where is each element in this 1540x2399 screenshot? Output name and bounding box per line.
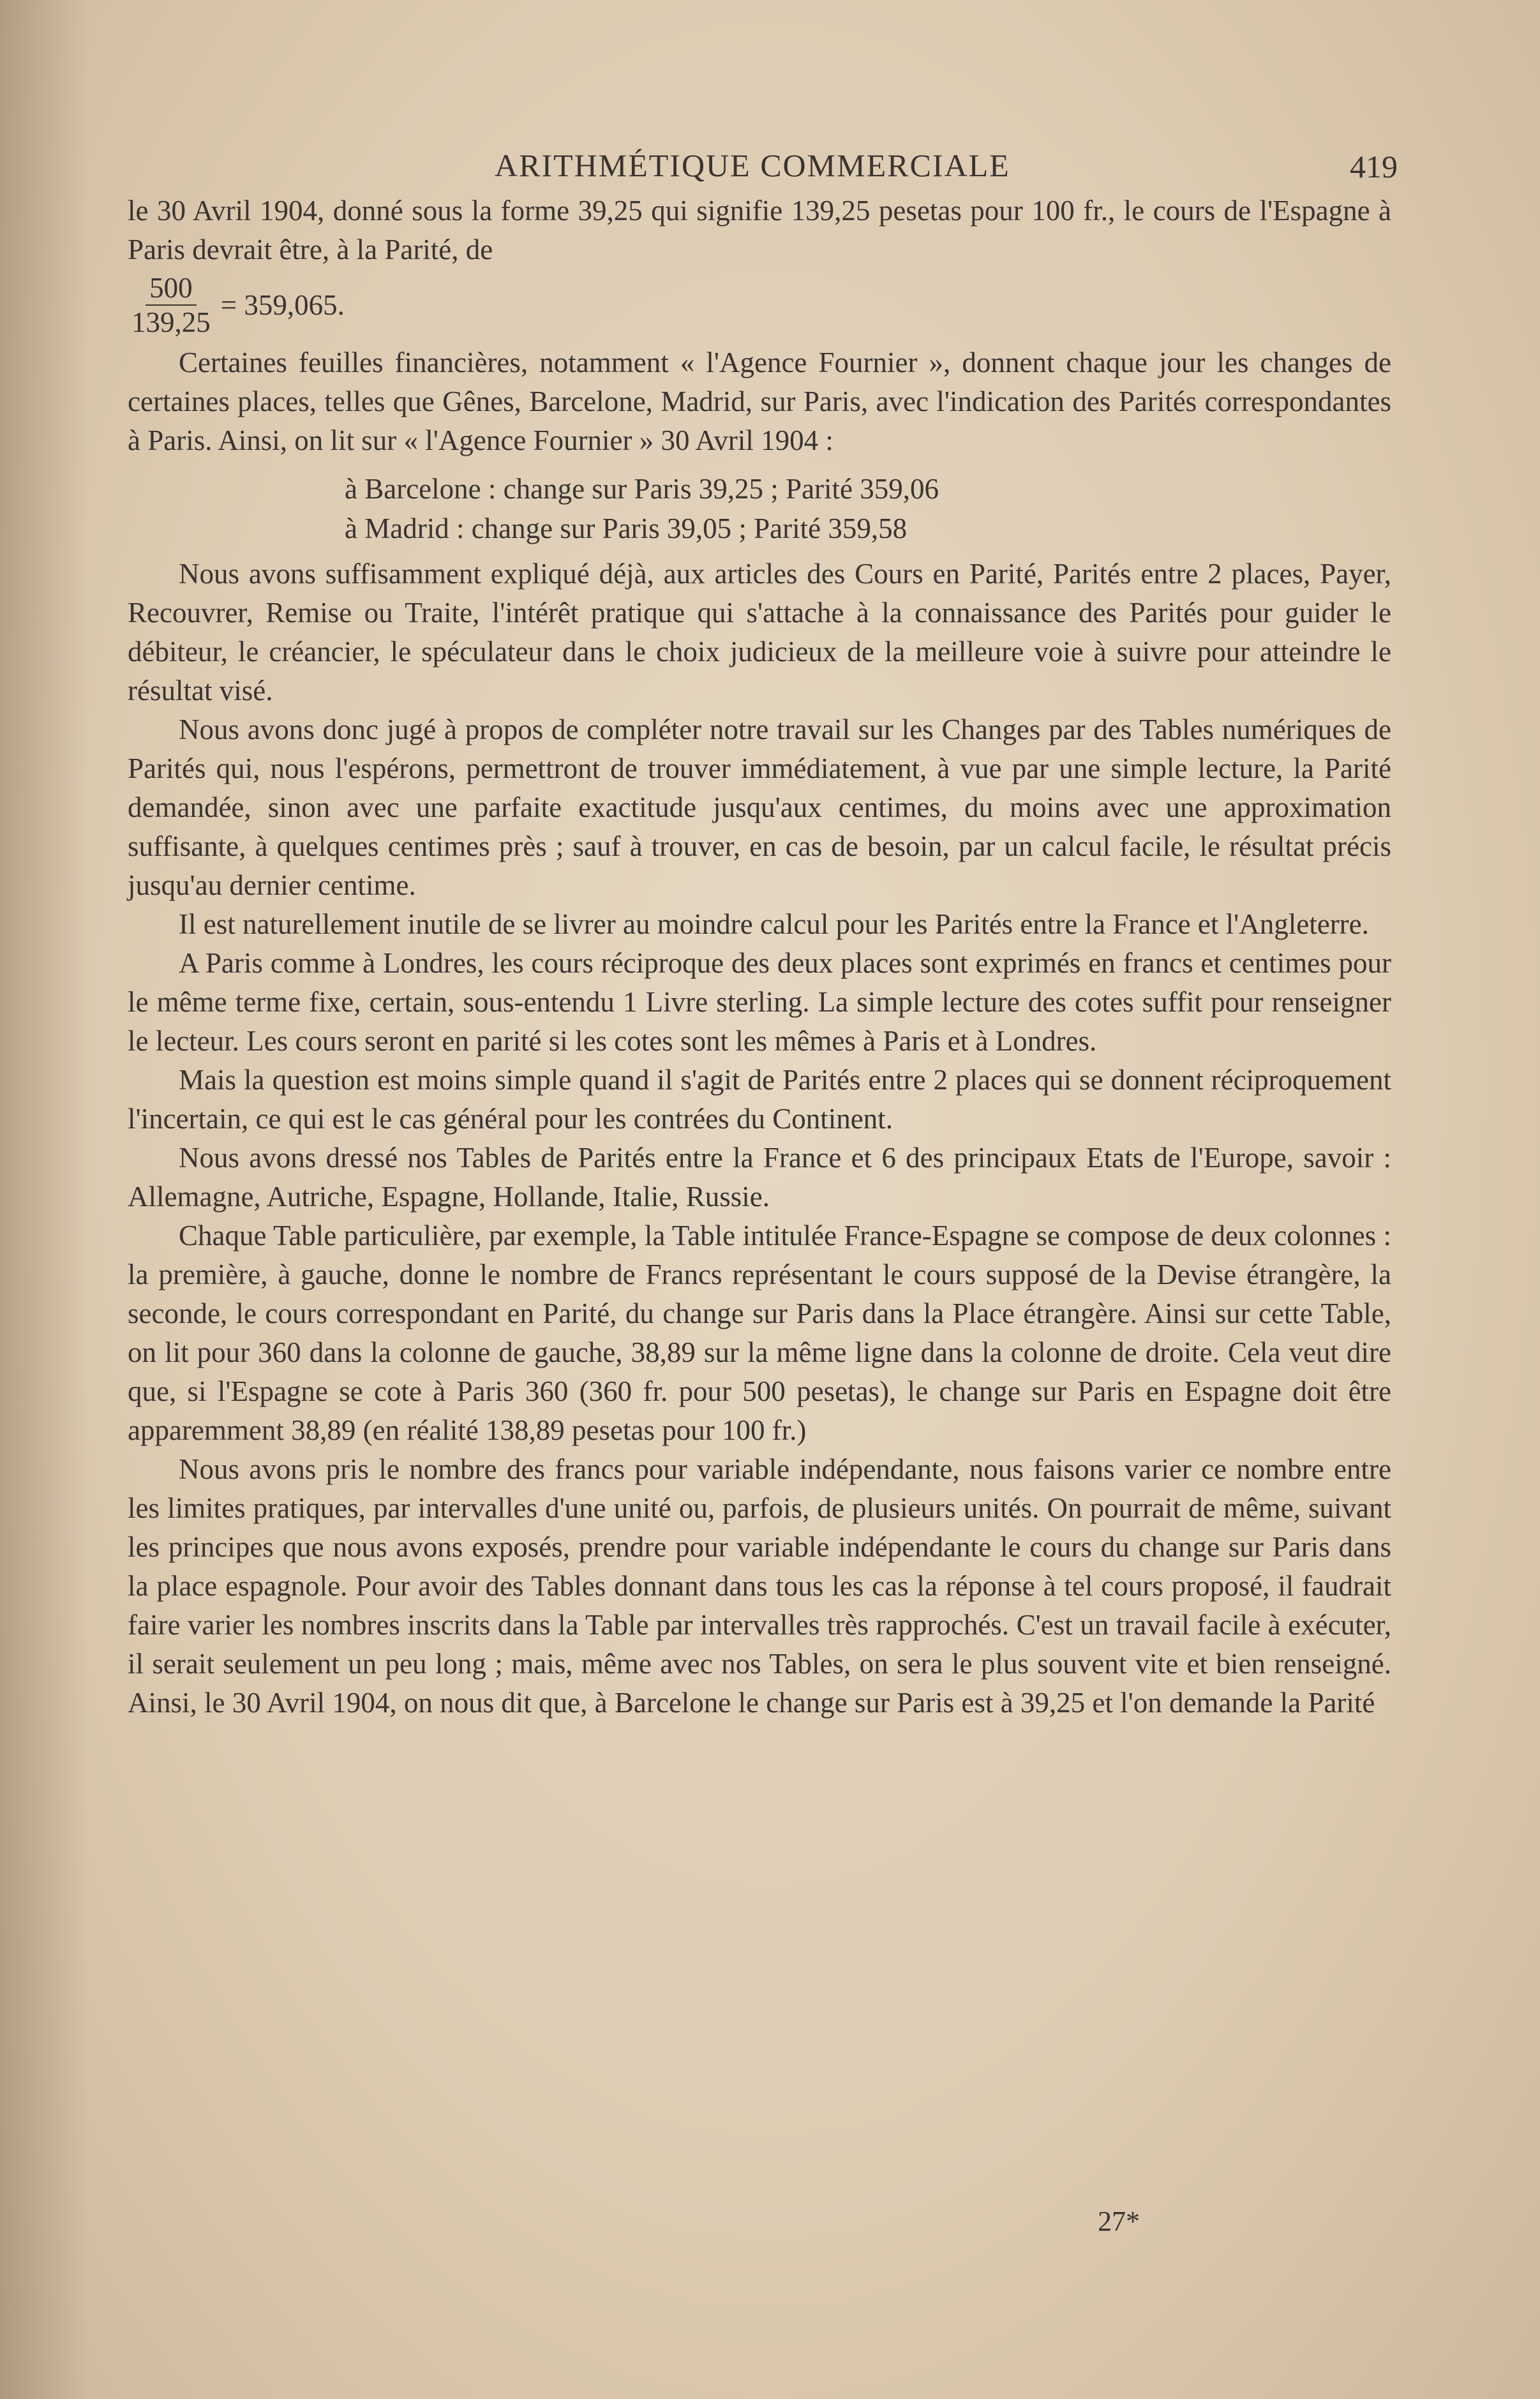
- paragraph: Il est naturellement inutile de se livrer au moindre calcul pour les Parités entre la France et l'Angleterre.: [179, 908, 1369, 940]
- paragraph: Nous avons dressé nos Tables de Parités entre la France et 6 des principaux Etats de l'Europe, savoir : Allemagne, Autriche, Espagne, Hollande, Italie, Russie.: [128, 1142, 1391, 1213]
- paragraph: A Paris comme à Londres, les cours réciproque des deux places sont exprimés en francs et centimes pour le même terme fixe, certain, sous-entendu 1 Livre sterling. La simple lecture des cotes suffit pour renseigner le lecteur. Les cours seront en parité si les cotes sont les mêmes à Paris et à Londres.: [128, 947, 1391, 1057]
- fraction-numerator: 500: [146, 271, 197, 306]
- paragraph: Nous avons pris le nombre des francs pour variable indépendante, nous faisons varier ce nombre entre les limites pratiques, par intervalles d'une unité ou, parfois, de plusieurs unités. On pourrait de même, suivant les principes que nous avons exposés, prendre pour variable indépendante le cours du change sur Paris dans la place espagnole. Pour avoir des Tables donnant dans tous les cas la réponse à tel cours proposé, il faudrait faire varier les nombres inscrits dans la Table par intervalles très rapprochés. C'est un travail facile à exécuter, il serait seulement un peu long ; mais, même avec nos Tables, on sera le plus souvent vite et bien renseigné. Ainsi, le 30 Avril 1904, on nous dit que, à Barcelone le change sur Paris est à 39,25 et l'on demande la Parité: [128, 1453, 1391, 1719]
- quote-line-barcelone: à Barcelone : change sur Paris 39,25 ; Parité 359,06: [345, 473, 939, 505]
- paragraph: Mais la question est moins simple quand il s'agit de Parités entre 2 places qui se donnent réciproquement l'incertain, ce qui est le cas général pour les contrées du Continent.: [128, 1064, 1391, 1135]
- body-text: [128, 191, 1391, 1723]
- signature-mark: 27*: [1098, 2206, 1140, 2237]
- page-header: [128, 134, 1398, 191]
- intro-paragraph: le 30 Avril 1904, donné sous la forme 39,25 qui signifie 139,25 pesetas pour 100 fr., le cours de l'Espagne à Paris devrait être, à la Parité, de: [128, 195, 1391, 265]
- fraction-formula: [128, 267, 1391, 343]
- fraction: [128, 271, 214, 339]
- paragraph: Certaines feuilles financières, notamment « l'Agence Fournier », donnent chaque jour les changes de certaines places, telles que Gênes, Barcelone, Madrid, sur Paris, avec l'indication des Parités correspondantes à Paris. Ainsi, on lit sur « l'Agence Fournier » 30 Avril 1904 :: [128, 347, 1391, 456]
- paragraph: Nous avons donc jugé à propos de compléter notre travail sur les Changes par des Tables numériques de Parités qui, nous l'espérons, permettront de trouver immédiatement, à vue par une simple lecture, la Parité demandée, sinon avec une parfaite exactitude jusqu'aux centimes, du moins avec une approximation suffisante, à quelques centimes près ; sauf à trouver, en cas de besoin, par un calcul facile, le résultat précis jusqu'au dernier centime.: [128, 714, 1391, 901]
- fraction-result: = 359,065.: [220, 288, 345, 321]
- paragraph: Chaque Table particulière, par exemple, la Table intitulée France-Espagne se compose de deux colonnes : la première, à gauche, donne le nombre de Francs représentant le cours supposé de la Devise étrangère, la seconde, le cours correspondant en Parité, du change sur Paris dans la Place étrangère. Ainsi sur cette Table, on lit pour 360 dans la colonne de gauche, 38,89 sur la même ligne dans la colonne de droite. Cela veut dire que, si l'Espagne se cote à Paris 360 (360 fr. pour 500 pesetas), le change sur Paris en Espagne doit être apparemment 38,89 (en réalité 138,89 pesetas pour 100 fr.): [128, 1220, 1391, 1446]
- quote-line-madrid: à Madrid : change sur Paris 39,05 ; Parité 359,58: [345, 512, 908, 544]
- running-title: ARITHMÉTIQUE COMMERCIALE: [495, 147, 1010, 183]
- page-number: 419: [1350, 149, 1398, 184]
- quoted-rates: [345, 469, 1391, 548]
- document-page: [128, 134, 1398, 1723]
- page-edge-shadow: [0, 0, 89, 2399]
- paragraph: Nous avons suffisamment expliqué déjà, aux articles des Cours en Parité, Parités entre 2 places, Payer, Recouvrer, Remise ou Traite, l'intérêt pratique qui s'attache à la connaissance des Parités pour guider le débiteur, le créancier, le spéculateur dans le choix judicieux de la meilleure voie à suivre pour atteindre le résultat visé.: [128, 558, 1391, 706]
- fraction-denominator: 139,25: [131, 306, 211, 338]
